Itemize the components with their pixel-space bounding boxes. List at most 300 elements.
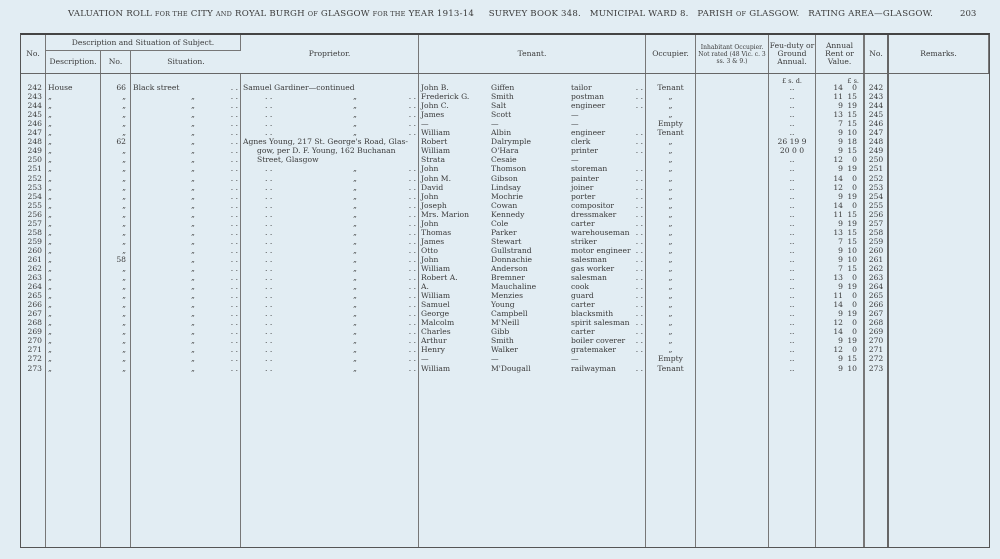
situation-text: „: [191, 146, 195, 156]
row-feu-duty: ..: [769, 264, 816, 273]
row-inhabitant: [696, 354, 769, 363]
row-number: 253: [21, 183, 46, 192]
row-proprietor: [241, 137, 419, 146]
value-shillings: 10: [847, 363, 857, 373]
table-row: [21, 174, 989, 183]
row-number: 268: [21, 318, 46, 327]
value-pounds: 9: [838, 309, 843, 319]
row-feu-duty: ..: [769, 364, 816, 373]
col-tenant: Tenant.: [419, 35, 646, 73]
row-description: „: [46, 101, 101, 110]
row-inhabitant: [696, 327, 769, 336]
row-number-right: 247: [864, 128, 889, 137]
value-shillings: 0: [852, 155, 857, 165]
row-occupier: „: [646, 146, 696, 155]
row-inhabitant: [696, 300, 769, 309]
row-inhabitant: [696, 83, 769, 92]
proprietor-text: „: [353, 291, 357, 301]
row-remarks: [889, 246, 989, 255]
row-number-right: 272: [864, 354, 889, 363]
tenant-surname: Cole: [491, 218, 509, 228]
row-remarks: [889, 300, 989, 309]
value-shillings: 15: [847, 263, 857, 273]
row-inhabitant: [696, 273, 769, 282]
row-feu-duty: ..: [769, 282, 816, 291]
row-description: „: [46, 237, 101, 246]
row-occupier: „: [646, 255, 696, 264]
value-pounds: 13: [833, 227, 843, 237]
row-proprietor: . . „ . .: [241, 318, 419, 327]
tenant-occupation: painter: [571, 173, 599, 183]
feu-units: £ s. d.: [769, 74, 816, 86]
value-pounds: 14: [833, 200, 843, 210]
row-tenant: [419, 228, 646, 237]
row-number: 256: [21, 210, 46, 219]
tenant-occupation: tailor: [571, 83, 592, 93]
row-occupier: „: [646, 237, 696, 246]
tenant-first-name: John: [421, 218, 439, 228]
row-annual-value: [816, 282, 864, 291]
row-number-right: 260: [864, 246, 889, 255]
row-tenant: [419, 291, 646, 300]
proprietor-text: „: [353, 173, 357, 183]
row-number: 271: [21, 345, 46, 354]
col-annual-value: Annual Rent or Value.: [816, 35, 864, 73]
row-remarks: [889, 210, 989, 219]
situation-text: Black street: [133, 83, 180, 93]
row-remarks: [889, 237, 989, 246]
row-number: 255: [21, 201, 46, 210]
row-number: 272: [21, 354, 46, 363]
row-inhabitant: [696, 219, 769, 228]
tenant-occupation: printer: [571, 146, 598, 156]
situation-text: „: [191, 164, 195, 174]
tenant-first-name: Strata: [421, 155, 445, 165]
tenant-surname: Kennedy: [491, 209, 525, 219]
value-pounds: 14: [833, 173, 843, 183]
tenant-occupation: joiner: [571, 182, 594, 192]
row-inhabitant: [696, 92, 769, 101]
row-remarks: [889, 201, 989, 210]
tenant-first-name: John: [421, 164, 439, 174]
row-number-right: 264: [864, 282, 889, 291]
value-shillings: 19: [847, 164, 857, 174]
row-house-number: 62: [101, 137, 131, 146]
row-house-number: „: [101, 246, 131, 255]
row-occupier: „: [646, 110, 696, 119]
tenant-surname: Thomson: [491, 164, 527, 174]
row-number: 264: [21, 282, 46, 291]
row-description: „: [46, 219, 101, 228]
proprietor-text: „: [353, 110, 357, 120]
row-proprietor: . . „ . .: [241, 119, 419, 128]
row-number: 262: [21, 264, 46, 273]
row-number: 259: [21, 237, 46, 246]
row-tenant: [419, 364, 646, 373]
row-feu-duty: ..: [769, 273, 816, 282]
row-occupier: Tenant: [646, 364, 696, 373]
row-description: „: [46, 110, 101, 119]
row-inhabitant: [696, 174, 769, 183]
row-remarks: [889, 318, 989, 327]
row-inhabitant: [696, 228, 769, 237]
row-feu-duty: ..: [769, 336, 816, 345]
tenant-first-name: Samuel: [421, 300, 450, 310]
value-pounds: 9: [838, 128, 843, 138]
row-house-number: 58: [101, 255, 131, 264]
row-tenant: [419, 210, 646, 219]
row-situation: [131, 210, 241, 219]
row-situation: [131, 101, 241, 110]
row-feu-duty: ..: [769, 291, 816, 300]
row-description: „: [46, 318, 101, 327]
row-number-right: 262: [864, 264, 889, 273]
tenant-surname: Dalrymple: [491, 137, 531, 147]
value-pounds: 12: [833, 155, 843, 165]
row-situation: [131, 354, 241, 363]
value-shillings: 0: [852, 291, 857, 301]
row-description: „: [46, 164, 101, 173]
row-situation: [131, 291, 241, 300]
proprietor-text: „: [353, 209, 357, 219]
row-situation: [131, 364, 241, 373]
tenant-surname: Menzies: [491, 291, 523, 301]
tenant-occupation: carter: [571, 327, 595, 337]
row-occupier: „: [646, 246, 696, 255]
row-house-number: „: [101, 155, 131, 164]
tenant-occupation: cook: [571, 282, 589, 292]
tenant-first-name: Arthur: [421, 336, 447, 346]
value-pounds: 9: [838, 354, 843, 364]
tenant-surname: M'Neill: [491, 318, 520, 328]
tenant-first-name: William: [421, 128, 451, 138]
row-situation: [131, 309, 241, 318]
row-occupier: „: [646, 345, 696, 354]
row-remarks: [889, 282, 989, 291]
proprietor-text: „: [353, 200, 357, 210]
row-inhabitant: [696, 291, 769, 300]
situation-text: „: [191, 291, 195, 301]
table-row: [21, 128, 989, 137]
row-situation: [131, 273, 241, 282]
row-situation: [131, 282, 241, 291]
row-number-right: 268: [864, 318, 889, 327]
row-number: 265: [21, 291, 46, 300]
row-house-number: „: [101, 354, 131, 363]
row-number-right: 257: [864, 219, 889, 228]
table-row: [21, 137, 989, 146]
proprietor-text: „: [353, 318, 357, 328]
table-row: [21, 327, 989, 336]
proprietor-text: „: [353, 282, 357, 292]
proprietor-text: „: [353, 182, 357, 192]
row-feu-duty: ..: [769, 183, 816, 192]
situation-text: „: [191, 336, 195, 346]
situation-text: „: [191, 137, 195, 147]
row-occupier: Empty: [646, 354, 696, 363]
row-tenant: [419, 174, 646, 183]
tenant-occupation: salesman: [571, 273, 607, 283]
row-description: „: [46, 282, 101, 291]
row-inhabitant: [696, 255, 769, 264]
row-remarks: [889, 192, 989, 201]
situation-text: „: [191, 227, 195, 237]
row-feu-duty: ..: [769, 237, 816, 246]
row-number: 257: [21, 219, 46, 228]
row-number-right: 243: [864, 92, 889, 101]
row-feu-duty: ..: [769, 110, 816, 119]
row-number: 252: [21, 174, 46, 183]
row-number: 247: [21, 128, 46, 137]
row-house-number: „: [101, 201, 131, 210]
tenant-surname: Parker: [491, 227, 517, 237]
row-number: 269: [21, 327, 46, 336]
row-feu-duty: ..: [769, 92, 816, 101]
row-tenant: [419, 119, 646, 128]
row-description: „: [46, 255, 101, 264]
row-feu-duty: ..: [769, 246, 816, 255]
row-house-number: „: [101, 219, 131, 228]
col-inhabitant: Inhabitant Occupier. Not rated (48 Vic. c. 3 ss. 3 & 9.): [696, 35, 769, 73]
table-row: [21, 282, 989, 291]
row-annual-value: [816, 137, 864, 146]
row-number-right: 255: [864, 201, 889, 210]
row-situation: [131, 119, 241, 128]
col-feu-duty: Feu-duty or Ground Annual.: [769, 35, 816, 73]
row-description: „: [46, 273, 101, 282]
row-house-number: 66: [101, 83, 131, 92]
row-proprietor: . . „ . .: [241, 273, 419, 282]
row-annual-value: [816, 128, 864, 137]
col-no: No.: [21, 35, 46, 73]
row-description: „: [46, 174, 101, 183]
value-shillings: 0: [852, 300, 857, 310]
row-number-right: 269: [864, 327, 889, 336]
value-shillings: 10: [847, 128, 857, 138]
situation-text: „: [191, 101, 195, 111]
tenant-occupation: —: [571, 119, 579, 129]
row-feu-duty: ..: [769, 128, 816, 137]
row-annual-value: [816, 336, 864, 345]
tenant-occupation: carter: [571, 300, 595, 310]
col-occupier: Occupier.: [646, 35, 696, 73]
row-occupier: Empty: [646, 119, 696, 128]
row-situation: [131, 92, 241, 101]
row-annual-value: [816, 318, 864, 327]
row-proprietor: . . „ . .: [241, 128, 419, 137]
tenant-occupation: boiler coverer: [571, 336, 626, 346]
row-remarks: [889, 264, 989, 273]
row-number-right: 246: [864, 119, 889, 128]
row-proprietor: [241, 83, 419, 92]
row-proprietor: . . „ . .: [241, 92, 419, 101]
situation-text: „: [191, 354, 195, 364]
row-description: „: [46, 210, 101, 219]
tenant-surname: Stewart: [491, 236, 522, 246]
tenant-occupation: engineer: [571, 128, 606, 138]
row-description: „: [46, 327, 101, 336]
row-house-number: „: [101, 291, 131, 300]
row-inhabitant: [696, 164, 769, 173]
row-tenant: [419, 300, 646, 309]
row-remarks: [889, 174, 989, 183]
tenant-first-name: Otto: [421, 245, 438, 255]
row-description: „: [46, 92, 101, 101]
value-pounds: 9: [838, 218, 843, 228]
tenant-surname: Walker: [491, 345, 518, 355]
row-tenant: [419, 282, 646, 291]
table-row: [21, 219, 989, 228]
row-proprietor: . . „ . .: [241, 246, 419, 255]
tenant-first-name: Robert: [421, 137, 448, 147]
row-house-number: „: [101, 192, 131, 201]
row-house-number: „: [101, 174, 131, 183]
row-occupier: „: [646, 174, 696, 183]
tenant-occupation: dressmaker: [571, 209, 617, 219]
row-remarks: [889, 219, 989, 228]
row-feu-duty: ..: [769, 345, 816, 354]
row-tenant: [419, 192, 646, 201]
tenant-occupation: blacksmith: [571, 309, 614, 319]
value-shillings: 0: [852, 200, 857, 210]
value-pounds: 7: [838, 263, 843, 273]
row-annual-value: [816, 327, 864, 336]
row-tenant: [419, 345, 646, 354]
situation-text: „: [191, 92, 195, 102]
table-row: [21, 164, 989, 173]
situation-text: „: [191, 245, 195, 255]
tenant-first-name: —: [421, 119, 429, 129]
row-house-number: „: [101, 101, 131, 110]
row-number-right: 259: [864, 237, 889, 246]
row-description: „: [46, 192, 101, 201]
units-row: [21, 74, 989, 83]
row-house-number: „: [101, 327, 131, 336]
tenant-occupation: clerk: [571, 137, 591, 147]
tenant-surname: Albin: [491, 128, 512, 138]
row-annual-value: [816, 210, 864, 219]
row-number: 243: [21, 92, 46, 101]
row-house-number: „: [101, 273, 131, 282]
tenant-surname: Campbell: [491, 309, 528, 319]
tenant-surname: O'Hara: [491, 146, 519, 156]
table-row: [21, 155, 989, 164]
row-number-right: 261: [864, 255, 889, 264]
proprietor-text: gow, per D. F. Young, 162 Buchanan: [257, 146, 396, 156]
row-remarks: [889, 164, 989, 173]
row-number-right: 254: [864, 192, 889, 201]
table-row: [21, 201, 989, 210]
tenant-surname: Young: [491, 300, 515, 310]
table-row: [21, 192, 989, 201]
row-feu-duty: ..: [769, 210, 816, 219]
tenant-surname: Gibson: [491, 173, 518, 183]
row-tenant: [419, 101, 646, 110]
value-shillings: 19: [847, 191, 857, 201]
table-row: [21, 255, 989, 264]
proprietor-text: „: [353, 273, 357, 283]
row-number: 246: [21, 119, 46, 128]
situation-text: „: [191, 155, 195, 165]
table-row: [21, 246, 989, 255]
row-annual-value: [816, 273, 864, 282]
row-tenant: [419, 155, 646, 164]
row-occupier: „: [646, 273, 696, 282]
row-description: House: [46, 83, 101, 92]
row-occupier: „: [646, 155, 696, 164]
row-house-number: „: [101, 264, 131, 273]
row-number: 244: [21, 101, 46, 110]
row-occupier: „: [646, 101, 696, 110]
situation-text: „: [191, 363, 195, 373]
value-shillings: 15: [847, 236, 857, 246]
tenant-first-name: A.: [421, 282, 429, 292]
row-remarks: [889, 83, 989, 92]
row-annual-value: [816, 183, 864, 192]
value-shillings: 0: [852, 273, 857, 283]
row-number: 245: [21, 110, 46, 119]
table-row: [21, 110, 989, 119]
tenant-first-name: Charles: [421, 327, 451, 337]
situation-text: „: [191, 309, 195, 319]
row-feu-duty: ..: [769, 300, 816, 309]
row-remarks: [889, 110, 989, 119]
row-occupier: Tenant: [646, 128, 696, 137]
row-remarks: [889, 146, 989, 155]
row-description: „: [46, 354, 101, 363]
tenant-occupation: motor engineer: [571, 245, 631, 255]
row-house-number: „: [101, 110, 131, 119]
tenant-first-name: Frederick G.: [421, 92, 470, 102]
row-tenant: [419, 83, 646, 92]
tenant-occupation: postman: [571, 92, 605, 102]
value-shillings: 19: [847, 101, 857, 111]
proprietor-text: „: [353, 336, 357, 346]
row-occupier: „: [646, 291, 696, 300]
row-remarks: [889, 273, 989, 282]
value-pounds: 11: [833, 209, 843, 219]
table-row: [21, 119, 989, 128]
row-proprietor: . . „ . .: [241, 110, 419, 119]
row-situation: [131, 246, 241, 255]
row-proprietor: [241, 155, 419, 164]
row-remarks: [889, 128, 989, 137]
row-remarks: [889, 228, 989, 237]
row-proprietor: . . „ . .: [241, 282, 419, 291]
row-tenant: [419, 246, 646, 255]
table-header: [21, 35, 989, 74]
row-situation: [131, 174, 241, 183]
row-annual-value: [816, 146, 864, 155]
value-shillings: 0: [852, 83, 857, 93]
table-row: [21, 273, 989, 282]
row-situation: [131, 83, 241, 92]
value-shillings: 19: [847, 336, 857, 346]
row-annual-value: [816, 364, 864, 373]
row-proprietor: . . „ . .: [241, 101, 419, 110]
row-tenant: [419, 164, 646, 173]
row-remarks: [889, 92, 989, 101]
row-number-right: 258: [864, 228, 889, 237]
value-shillings: 15: [847, 119, 857, 129]
tenant-first-name: George: [421, 309, 450, 319]
row-proprietor: . . „ . .: [241, 219, 419, 228]
row-number-right: 271: [864, 345, 889, 354]
proprietor-text: Samuel Gardiner—continued: [243, 83, 355, 93]
row-occupier: „: [646, 327, 696, 336]
row-number-right: 248: [864, 137, 889, 146]
table-row: [21, 237, 989, 246]
